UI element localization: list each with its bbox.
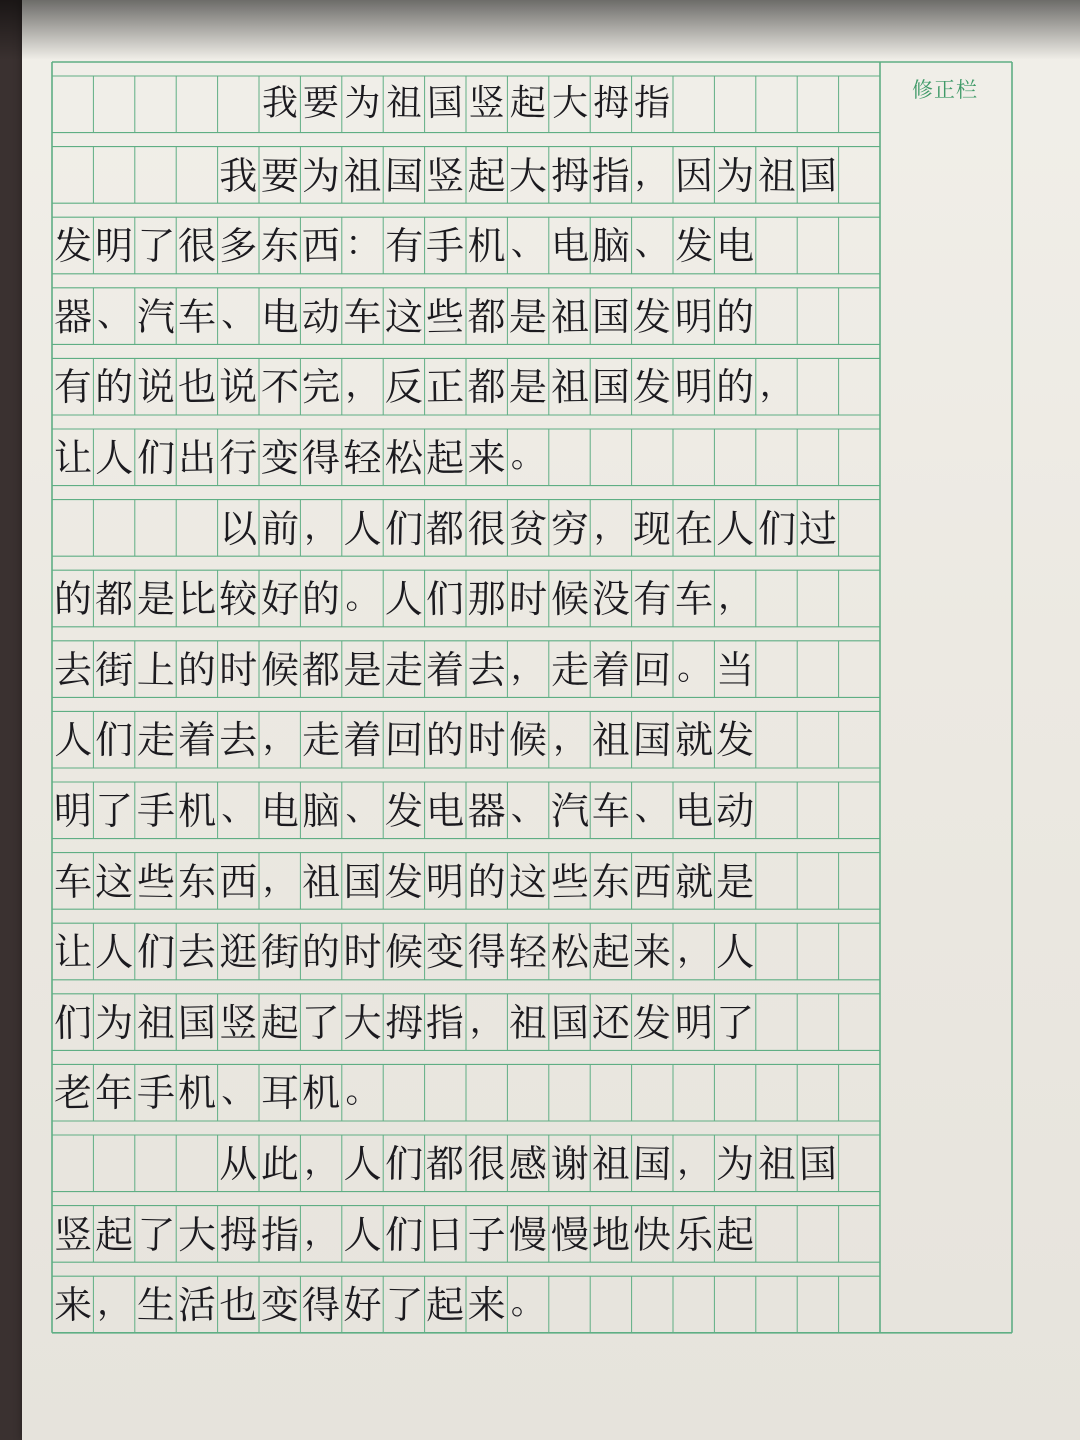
body-row-5-char: 行 bbox=[219, 436, 258, 480]
body-row-10-char: 电 bbox=[674, 788, 714, 834]
body-row-6-char: 们 bbox=[757, 506, 796, 551]
body-row-17-char: 也 bbox=[219, 1283, 258, 1328]
body-row-9-char: 祖 bbox=[591, 718, 630, 763]
body-row-13-char: 了 bbox=[716, 1000, 755, 1045]
body-row-14-char: 耳 bbox=[260, 1070, 300, 1116]
body-row-1-char: 为 bbox=[716, 153, 755, 198]
body-row-13-char: 明 bbox=[674, 1000, 714, 1046]
photo-shadow bbox=[0, 0, 1080, 60]
body-row-10-char: 机 bbox=[177, 788, 217, 834]
title-char: 为 bbox=[344, 83, 381, 124]
body-row-14-char: 手 bbox=[136, 1070, 175, 1116]
body-row-8-char: 当 bbox=[716, 647, 755, 692]
body-row-12-char: 街 bbox=[260, 929, 300, 975]
body-row-16-char: 拇 bbox=[219, 1212, 258, 1257]
body-row-10-char: 、 bbox=[221, 789, 256, 829]
body-row-9-char: 着 bbox=[177, 717, 217, 763]
body-row-8-char: 去 bbox=[53, 647, 93, 693]
body-row-10-char: 、 bbox=[510, 788, 546, 830]
body-row-6-char: 以 bbox=[219, 506, 258, 551]
body-row-7-char: 好 bbox=[260, 576, 300, 622]
body-row-10-char: 器 bbox=[467, 789, 506, 833]
body-row-13-char: 指 bbox=[425, 1000, 465, 1046]
body-row-8-char: 。 bbox=[676, 647, 712, 689]
body-row-4-char: 说 bbox=[136, 364, 175, 410]
body-row-4-char: 完 bbox=[301, 364, 341, 410]
body-row-3-char: 祖 bbox=[550, 294, 589, 340]
body-row-2-char: 东 bbox=[260, 223, 300, 269]
body-row-12-char: 得 bbox=[467, 930, 506, 975]
body-row-1-char: 因 bbox=[674, 153, 714, 198]
title-char: 祖 bbox=[385, 82, 423, 125]
body-row-3-char: 器 bbox=[53, 294, 93, 340]
body-row-8-char: 上 bbox=[136, 647, 175, 693]
body-row-12-char: 让 bbox=[53, 929, 93, 975]
body-row-7-char: 们 bbox=[425, 576, 465, 622]
body-row-17-char: 来 bbox=[53, 1282, 93, 1328]
body-row-4-char: ， bbox=[345, 365, 380, 406]
body-row-17-char: 起 bbox=[425, 1282, 465, 1328]
body-row-11-char: 发 bbox=[384, 859, 424, 904]
body-row-10-char: 、 bbox=[634, 788, 670, 830]
body-row-4-char: 正 bbox=[425, 364, 465, 410]
body-row-8-char: 是 bbox=[343, 647, 382, 692]
body-row-15-char: ， bbox=[303, 1141, 339, 1183]
body-row-1-char: 竖 bbox=[425, 153, 465, 198]
body-row-15-char: 国 bbox=[798, 1141, 838, 1187]
body-row-6-char: 都 bbox=[425, 506, 465, 551]
body-row-5-char: 。 bbox=[510, 435, 546, 477]
body-row-12-char: 时 bbox=[343, 930, 382, 975]
body-row-14-char: 。 bbox=[345, 1071, 380, 1112]
body-row-11-char: 是 bbox=[716, 859, 755, 904]
body-row-2-char: 多 bbox=[219, 224, 258, 269]
body-row-9-char: 着 bbox=[343, 718, 382, 763]
body-row-17-char: ， bbox=[97, 1283, 132, 1324]
body-row-3-char: 、 bbox=[97, 294, 132, 335]
body-row-9-char: 人 bbox=[53, 717, 93, 763]
body-row-2-char: 明 bbox=[95, 224, 134, 269]
body-row-16-char: 大 bbox=[177, 1212, 217, 1257]
body-row-15-char: 很 bbox=[467, 1142, 506, 1186]
body-row-3-char: 车 bbox=[343, 294, 382, 339]
body-row-5-char: 们 bbox=[136, 435, 175, 481]
body-row-1-char: 祖 bbox=[343, 153, 382, 198]
body-row-6-char: 过 bbox=[798, 506, 838, 551]
body-row-4-char: ， bbox=[759, 365, 794, 406]
body-row-2-char: 手 bbox=[425, 223, 465, 269]
body-row-3-char: 些 bbox=[425, 294, 465, 340]
body-row-1-char: 起 bbox=[467, 153, 506, 198]
body-row-10-char: 电 bbox=[425, 788, 465, 834]
body-row-11-char: 就 bbox=[674, 859, 714, 904]
body-row-7-char: 的 bbox=[53, 576, 93, 622]
body-row-7-char: 人 bbox=[384, 576, 424, 622]
body-row-2-char: 电 bbox=[550, 223, 589, 269]
body-row-8-char: 的 bbox=[177, 647, 217, 693]
body-row-11-char: 西 bbox=[219, 859, 258, 904]
body-row-16-char: 慢 bbox=[508, 1212, 548, 1257]
body-row-1-char: 国 bbox=[798, 153, 838, 198]
body-row-16-char: 乐 bbox=[674, 1212, 714, 1257]
body-row-10-char: 了 bbox=[95, 789, 134, 833]
body-row-7-char: 比 bbox=[177, 576, 217, 622]
body-row-15-char: 祖 bbox=[757, 1141, 796, 1187]
body-row-8-char: 候 bbox=[260, 647, 300, 693]
body-row-2-char: 、 bbox=[634, 223, 670, 265]
title-char: 要 bbox=[302, 82, 340, 125]
body-row-3-char: 国 bbox=[591, 294, 630, 339]
body-row-13-char: 起 bbox=[260, 1000, 300, 1046]
body-row-8-char: 街 bbox=[95, 647, 134, 692]
body-row-14-char: 、 bbox=[221, 1071, 256, 1112]
body-row-8-char: 都 bbox=[301, 647, 341, 693]
body-row-13-char: 国 bbox=[550, 1000, 589, 1046]
body-row-7-char: 候 bbox=[550, 576, 589, 622]
body-row-13-char: 祖 bbox=[508, 1000, 548, 1046]
body-row-17-char: 得 bbox=[301, 1282, 341, 1328]
body-row-9-char: 就 bbox=[674, 717, 714, 763]
body-row-12-char: 逛 bbox=[219, 930, 258, 975]
body-row-3-char: 的 bbox=[716, 294, 755, 339]
body-row-5-char: 来 bbox=[467, 436, 506, 480]
body-row-15-char: 祖 bbox=[591, 1142, 630, 1186]
body-row-16-char: ， bbox=[303, 1212, 339, 1253]
body-row-11-char: 些 bbox=[550, 859, 589, 904]
body-row-12-char: 去 bbox=[177, 929, 217, 975]
body-row-9-char: ， bbox=[552, 718, 587, 759]
body-row-16-char: 起 bbox=[716, 1212, 755, 1257]
body-row-9-char: 们 bbox=[95, 718, 134, 763]
body-row-1-char: 国 bbox=[384, 153, 424, 198]
body-row-15-char: 感 bbox=[508, 1141, 548, 1187]
body-row-9-char: 走 bbox=[301, 717, 341, 763]
body-row-13-char: 为 bbox=[95, 1000, 134, 1045]
body-row-9-char: 发 bbox=[716, 718, 755, 763]
body-row-8-char: 回 bbox=[632, 647, 672, 693]
body-row-17-char: 好 bbox=[343, 1283, 382, 1328]
body-row-10-char: 手 bbox=[136, 788, 175, 834]
body-row-7-char: 车 bbox=[674, 576, 714, 622]
body-row-10-char: 电 bbox=[260, 788, 300, 834]
body-row-11-char: 东 bbox=[177, 859, 217, 904]
body-row-7-char: 有 bbox=[632, 576, 672, 622]
title-char: 拇 bbox=[592, 83, 629, 124]
body-row-7-char: 较 bbox=[219, 577, 258, 622]
body-row-8-char: 着 bbox=[591, 647, 630, 692]
body-row-8-char: ， bbox=[510, 647, 546, 689]
body-row-4-char: 国 bbox=[591, 365, 630, 410]
body-row-4-char: 有 bbox=[53, 364, 93, 410]
body-row-12-char: 松 bbox=[550, 929, 589, 975]
body-row-5-char: 松 bbox=[384, 435, 424, 481]
body-row-8-char: 时 bbox=[219, 647, 258, 692]
body-row-10-char: 汽 bbox=[550, 788, 589, 834]
body-row-12-char: ， bbox=[676, 929, 712, 971]
body-row-16-char: 竖 bbox=[53, 1212, 93, 1257]
body-row-17-char: 。 bbox=[510, 1282, 546, 1324]
body-row-1-char: 拇 bbox=[550, 153, 589, 198]
body-row-9-char: 候 bbox=[508, 717, 548, 763]
body-row-15-char: 都 bbox=[425, 1141, 465, 1187]
correction-column-label: 修正栏 bbox=[912, 78, 978, 102]
body-row-5-char: 得 bbox=[301, 435, 341, 481]
body-row-3-char: 发 bbox=[632, 294, 672, 340]
body-row-11-char: 东 bbox=[591, 859, 630, 904]
body-row-13-char: ， bbox=[469, 1000, 504, 1041]
body-row-7-char: 。 bbox=[345, 577, 380, 618]
body-row-4-char: 祖 bbox=[550, 364, 589, 410]
body-row-12-char: 的 bbox=[301, 929, 341, 975]
body-row-4-char: 的 bbox=[95, 365, 134, 410]
body-row-9-char: 走 bbox=[136, 717, 175, 763]
title-char: 大 bbox=[551, 82, 588, 125]
body-row-6-char: 前 bbox=[260, 506, 300, 551]
body-row-17-char: 了 bbox=[384, 1282, 424, 1328]
body-row-4-char: 发 bbox=[632, 364, 672, 410]
title-char: 我 bbox=[261, 82, 299, 125]
title-char: 起 bbox=[509, 82, 547, 125]
body-row-12-char: 人 bbox=[95, 930, 134, 975]
body-row-3-char: 电 bbox=[260, 294, 300, 340]
body-row-12-char: 轻 bbox=[508, 929, 548, 975]
body-row-5-char: 出 bbox=[177, 435, 217, 481]
body-row-11-char: 这 bbox=[508, 859, 548, 904]
body-row-10-char: 车 bbox=[591, 789, 630, 833]
body-row-2-char: 、 bbox=[510, 223, 546, 265]
body-row-2-char: 脑 bbox=[591, 224, 630, 269]
body-row-9-char: 回 bbox=[384, 717, 424, 763]
body-row-2-char: 有 bbox=[384, 223, 424, 269]
body-row-5-char: 人 bbox=[95, 436, 134, 480]
body-row-13-char: 拇 bbox=[384, 1000, 424, 1046]
body-row-15-char: 人 bbox=[343, 1142, 382, 1186]
body-row-17-char: 活 bbox=[177, 1282, 217, 1328]
body-row-1-char: 要 bbox=[260, 153, 300, 198]
title-char: 竖 bbox=[468, 83, 505, 124]
body-row-14-char: 年 bbox=[95, 1071, 134, 1116]
body-row-12-char: 候 bbox=[384, 929, 424, 975]
body-row-9-char: 时 bbox=[467, 718, 506, 763]
body-row-2-char: 发 bbox=[53, 223, 93, 269]
body-row-14-char: 机 bbox=[301, 1070, 341, 1116]
body-row-15-char: 们 bbox=[384, 1141, 424, 1187]
body-row-3-char: 动 bbox=[301, 294, 341, 340]
body-row-11-char: 祖 bbox=[301, 859, 341, 904]
body-row-4-char: 都 bbox=[467, 365, 506, 410]
body-row-10-char: 发 bbox=[384, 788, 424, 834]
body-row-15-char: 谢 bbox=[550, 1141, 589, 1187]
body-row-9-char: ， bbox=[262, 718, 298, 759]
body-row-4-char: 明 bbox=[674, 364, 714, 410]
body-row-2-char: 了 bbox=[136, 223, 175, 269]
body-row-13-char: 们 bbox=[53, 1000, 93, 1046]
body-row-11-char: 的 bbox=[467, 859, 506, 904]
body-row-8-char: 走 bbox=[550, 647, 589, 693]
body-row-12-char: 来 bbox=[632, 929, 672, 975]
body-row-10-char: 脑 bbox=[301, 788, 341, 834]
body-row-13-char: 还 bbox=[591, 1000, 630, 1045]
body-row-16-char: 起 bbox=[95, 1212, 134, 1257]
body-row-3-char: 是 bbox=[508, 294, 548, 340]
body-row-10-char: 动 bbox=[716, 789, 755, 833]
body-row-3-char: 、 bbox=[221, 294, 256, 335]
body-row-6-char: 现 bbox=[632, 506, 672, 551]
body-row-17-char: 生 bbox=[136, 1282, 175, 1328]
body-row-16-char: 快 bbox=[632, 1212, 672, 1257]
body-row-7-char: 的 bbox=[301, 576, 341, 622]
body-row-1-char: 大 bbox=[508, 153, 548, 198]
body-row-11-char: 车 bbox=[53, 859, 93, 904]
body-row-2-char: 西 bbox=[301, 223, 341, 269]
body-row-8-char: 着 bbox=[425, 647, 465, 693]
body-row-8-char: 走 bbox=[384, 647, 424, 693]
body-row-13-char: 祖 bbox=[136, 1000, 175, 1046]
body-row-7-char: ， bbox=[718, 577, 753, 618]
body-row-2-char: 机 bbox=[467, 224, 506, 269]
body-row-15-char: 此 bbox=[260, 1141, 300, 1187]
body-row-1-char: 指 bbox=[591, 153, 630, 198]
body-row-11-char: ， bbox=[262, 859, 298, 900]
body-row-13-char: 大 bbox=[343, 1000, 382, 1045]
body-row-5-char: 起 bbox=[425, 435, 465, 481]
body-row-4-char: 的 bbox=[716, 365, 755, 410]
body-row-6-char: 人 bbox=[343, 506, 382, 551]
body-row-16-char: 人 bbox=[343, 1212, 382, 1257]
body-row-6-char: ， bbox=[303, 506, 339, 547]
body-row-1-char: 祖 bbox=[757, 153, 796, 198]
body-row-7-char: 那 bbox=[467, 577, 506, 622]
body-row-4-char: 反 bbox=[384, 364, 424, 410]
body-row-11-char: 这 bbox=[95, 859, 134, 904]
body-row-9-char: 国 bbox=[632, 717, 672, 763]
body-row-11-char: 国 bbox=[343, 859, 382, 904]
body-row-13-char: 竖 bbox=[219, 1000, 258, 1045]
body-row-6-char: ， bbox=[593, 506, 628, 547]
body-row-16-char: 地 bbox=[591, 1212, 630, 1257]
body-row-15-char: 为 bbox=[716, 1142, 755, 1186]
body-row-2-char: 很 bbox=[177, 223, 217, 269]
body-row-3-char: 汽 bbox=[136, 294, 175, 340]
body-row-6-char: 很 bbox=[467, 506, 506, 551]
body-row-6-char: 在 bbox=[674, 506, 714, 551]
body-row-7-char: 是 bbox=[136, 576, 175, 622]
body-row-6-char: 穷 bbox=[550, 506, 589, 551]
body-row-15-char: 从 bbox=[219, 1142, 258, 1186]
body-row-4-char: 也 bbox=[177, 364, 217, 410]
body-row-6-char: 人 bbox=[716, 506, 755, 551]
body-row-4-char: 不 bbox=[260, 364, 300, 410]
body-row-12-char: 们 bbox=[136, 929, 175, 975]
body-row-7-char: 都 bbox=[95, 577, 134, 622]
body-row-16-char: 们 bbox=[384, 1212, 424, 1257]
body-row-16-char: 了 bbox=[136, 1212, 175, 1257]
body-row-13-char: 发 bbox=[632, 1000, 672, 1046]
body-row-10-char: 、 bbox=[345, 789, 380, 829]
title-char: 国 bbox=[426, 82, 464, 125]
body-row-15-char: ， bbox=[676, 1141, 712, 1183]
body-row-5-char: 轻 bbox=[343, 436, 382, 480]
body-row-9-char: 的 bbox=[425, 717, 465, 763]
body-row-3-char: 这 bbox=[384, 294, 424, 340]
body-row-3-char: 都 bbox=[467, 294, 506, 339]
body-row-6-char: 们 bbox=[384, 506, 424, 551]
body-row-7-char: 时 bbox=[508, 576, 548, 622]
body-row-11-char: 西 bbox=[632, 859, 672, 904]
body-row-16-char: 子 bbox=[467, 1212, 506, 1257]
body-row-12-char: 人 bbox=[716, 930, 755, 975]
body-row-1-char: ， bbox=[634, 153, 670, 194]
body-row-17-char: 变 bbox=[260, 1282, 300, 1328]
body-row-3-char: 明 bbox=[674, 294, 714, 340]
body-row-6-char: 贫 bbox=[508, 506, 548, 551]
body-row-15-char: 国 bbox=[632, 1141, 672, 1187]
body-row-12-char: 变 bbox=[425, 929, 465, 975]
body-row-7-char: 没 bbox=[591, 577, 630, 622]
body-row-2-char: ： bbox=[345, 224, 380, 265]
body-row-4-char: 是 bbox=[508, 364, 548, 410]
title-char: 指 bbox=[633, 82, 671, 125]
body-row-1-char: 我 bbox=[219, 153, 258, 198]
body-row-5-char: 让 bbox=[53, 435, 93, 481]
body-row-2-char: 发 bbox=[674, 223, 714, 269]
body-row-1-char: 为 bbox=[301, 153, 341, 198]
body-row-13-char: 了 bbox=[301, 1000, 341, 1046]
body-row-14-char: 机 bbox=[177, 1070, 217, 1116]
body-row-11-char: 明 bbox=[425, 859, 465, 904]
body-row-16-char: 慢 bbox=[550, 1212, 589, 1257]
body-row-11-char: 些 bbox=[136, 859, 175, 904]
body-row-12-char: 起 bbox=[591, 930, 630, 975]
body-row-14-char: 老 bbox=[53, 1070, 93, 1116]
body-row-13-char: 国 bbox=[177, 1000, 217, 1046]
body-row-2-char: 电 bbox=[716, 224, 755, 269]
body-row-3-char: 车 bbox=[177, 294, 217, 340]
body-row-5-char: 变 bbox=[260, 435, 300, 481]
body-row-8-char: 去 bbox=[467, 647, 506, 692]
body-row-16-char: 日 bbox=[425, 1212, 465, 1257]
body-row-10-char: 明 bbox=[53, 788, 93, 834]
body-row-17-char: 来 bbox=[467, 1283, 506, 1328]
body-row-4-char: 说 bbox=[219, 365, 258, 410]
body-row-9-char: 去 bbox=[219, 718, 258, 763]
body-row-16-char: 指 bbox=[260, 1212, 300, 1257]
